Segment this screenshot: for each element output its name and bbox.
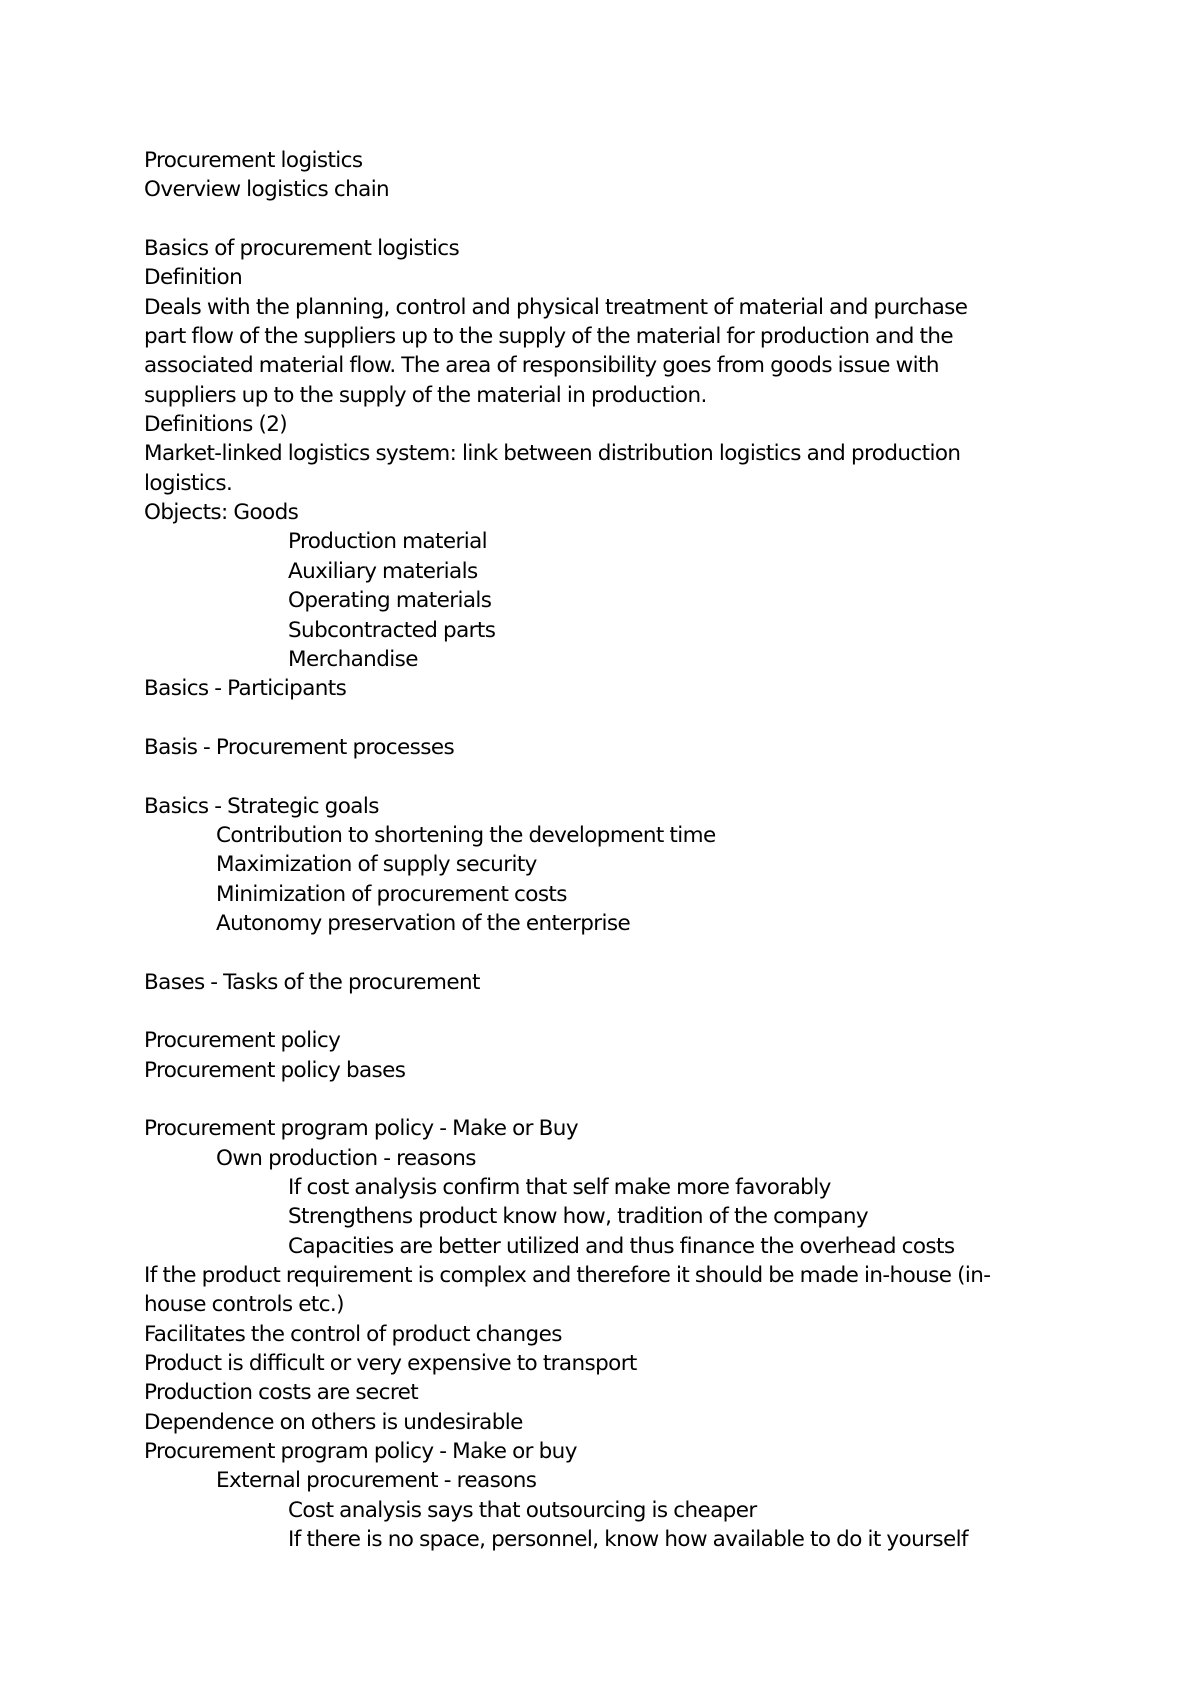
list-item: Auxiliary materials — [288, 558, 478, 584]
doc-line: Overview logistics chain — [144, 177, 390, 203]
doc-title: Procurement logistics — [144, 148, 363, 173]
list-item: Contribution to shortening the development time — [216, 822, 716, 848]
blank-line — [144, 1085, 1064, 1114]
blank-line — [144, 997, 1064, 1026]
paragraph-line: associated material flow. The area of responsibility goes from goods issue with — [144, 353, 939, 379]
section-heading: Basics - Strategic goals — [144, 793, 379, 819]
blank-line — [144, 938, 1064, 967]
paragraph-line: Market-linked logistics system: link between distribution logistics and production — [144, 441, 961, 467]
section-heading: Procurement policy — [144, 1028, 341, 1054]
list-item: If cost analysis confirm that self make more favorably — [288, 1175, 831, 1201]
blank-line — [144, 205, 1064, 234]
list-item: Autonomy preservation of the enterprise — [216, 910, 631, 936]
section-heading: Basis - Procurement processes — [144, 734, 455, 760]
list-item: Maximization of supply security — [216, 852, 537, 878]
doc-line: Objects: Goods — [144, 500, 299, 526]
list-item: Production material — [288, 529, 488, 555]
doc-line: Dependence on others is undesirable — [144, 1409, 523, 1435]
list-item: Minimization of procurement costs — [216, 881, 567, 907]
section-heading: Procurement program policy - Make or buy — [144, 1439, 577, 1465]
paragraph-line: suppliers up to the supply of the material in production. — [144, 382, 707, 408]
doc-line: Facilitates the control of product changes — [144, 1321, 562, 1347]
doc-line: Procurement policy bases — [144, 1057, 406, 1083]
list-item: Subcontracted parts — [288, 617, 496, 643]
paragraph-line: If the product requirement is complex and therefore it should be made in-house (in- — [144, 1263, 991, 1289]
sub-heading: External procurement - reasons — [216, 1468, 537, 1494]
list-item: Merchandise — [288, 646, 418, 672]
paragraph-line: part flow of the suppliers up to the supply of the material for production and the — [144, 324, 953, 350]
section-heading: Bases - Tasks of the procurement — [144, 969, 480, 995]
section-heading: Basics of procurement logistics — [144, 236, 460, 262]
blank-line — [144, 762, 1064, 791]
blank-line — [144, 704, 1064, 733]
section-heading: Basics - Participants — [144, 676, 347, 702]
paragraph-line: Deals with the planning, control and physical treatment of material and purchase — [144, 294, 968, 320]
doc-line: Definitions (2) — [144, 412, 288, 438]
list-item: If there is no space, personnel, know how available to do it yourself — [288, 1527, 968, 1553]
list-item: Strengthens product know how, tradition of the company — [288, 1204, 869, 1230]
doc-line: Production costs are secret — [144, 1380, 419, 1406]
document-body — [144, 146, 1064, 1555]
list-item: Capacities are better utilized and thus finance the overhead costs — [288, 1233, 955, 1259]
sub-heading: Own production - reasons — [216, 1145, 476, 1171]
list-item: Cost analysis says that outsourcing is cheaper — [288, 1497, 757, 1523]
doc-line: Product is difficult or very expensive to transport — [144, 1351, 637, 1377]
paragraph-line: logistics. — [144, 470, 233, 496]
section-heading: Procurement program policy - Make or Buy — [144, 1116, 578, 1142]
list-item: Operating materials — [288, 588, 492, 614]
paragraph-line: house controls etc.) — [144, 1292, 344, 1318]
doc-line: Definition — [144, 265, 243, 291]
